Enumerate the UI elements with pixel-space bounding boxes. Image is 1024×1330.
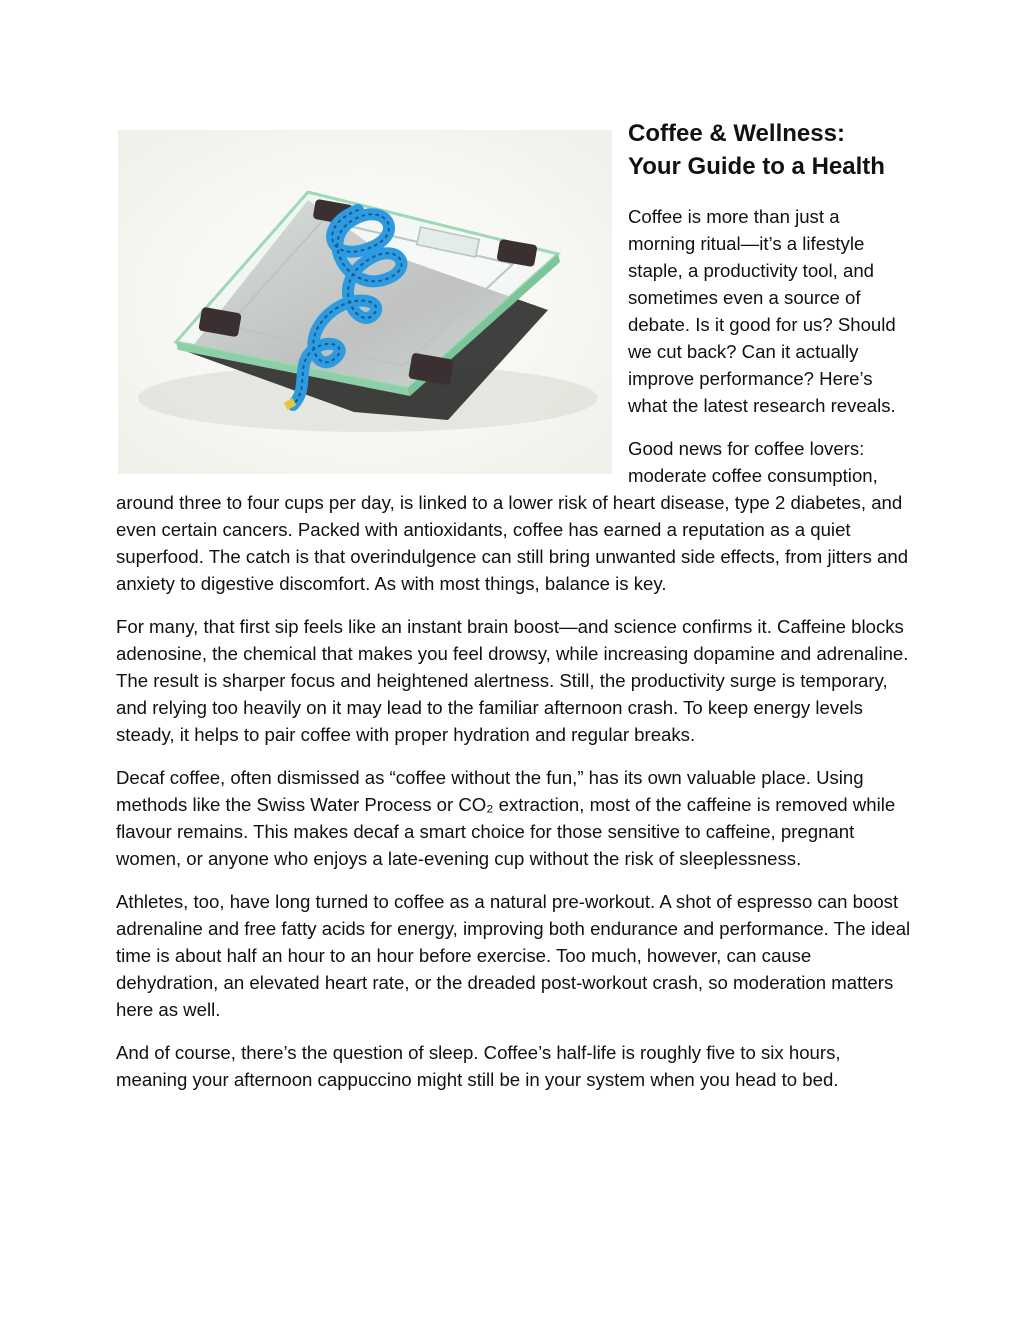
- intro-paragraph: Coffee is more than just a morning ritual—it’s a lifestyle staple, a productivity tool, and sometimes even a source of debate. Is it good for us? Should we cut back? Can it actually improve performance? Here’s what the latest research reveals.: [628, 206, 896, 416]
- decaf-paragraph: Decaf coffee, often dismissed as “coffee without the fun,” has its own valuable place. Using methods like the Swiss Water Process or CO₂ extraction, most of the caffeine is removed while flavour remains. This makes decaf a smart choice for those sensitive to caffeine, pregnant women, or anyone who enjoys a late-evening cup without the risk of sleeplessness.: [116, 767, 896, 869]
- article: [116, 117, 911, 1093]
- athletes-paragraph: Athletes, too, have long turned to coffee as a natural pre-workout. A shot of espresso can boost adrenaline and free fatty acids for energy, improving both endurance and performance. The ideal time is about half an hour to an hour before exercise. Too much, however, can cause dehydration, an elevated heart rate, or the dreaded post-workout crash, so moderation matters here as well.: [116, 891, 911, 1020]
- title-line-1: Coffee & Wellness:: [628, 120, 845, 147]
- health-paragraph: Good news for coffee lovers: moderate coffee consumption, around three to four cups per day, is linked to a lower risk of heart disease, type 2 diabetes, and even certain cancers. Packed with antioxidants, coffee has earned a reputation as a quiet superfood. The catch is that overindulgence can still bring unwanted side effects, from jitters and anxiety to digestive discomfort. As with most things, balance is key.: [116, 438, 909, 594]
- sleep-paragraph: And of course, there’s the question of sleep. Coffee’s half-life is roughly five to six hours, meaning your afternoon cappuccino might still be in your system when you head to bed.: [116, 1042, 841, 1090]
- scale-photo: [118, 130, 612, 474]
- focus-paragraph: For many, that first sip feels like an instant brain boost—and science confirms it. Caffeine blocks adenosine, the chemical that makes you feel drowsy, while increasing dopamine and adrenaline. The result is sharper focus and heightened alertness. Still, the productivity surge is temporary, and relying too heavily on it may lead to the familiar afternoon crash. To keep energy levels steady, it helps to pair coffee with proper hydration and regular breaks.: [116, 616, 909, 745]
- scale-illustration: [118, 130, 612, 474]
- title-line-2: Your Guide to a Health: [628, 153, 885, 180]
